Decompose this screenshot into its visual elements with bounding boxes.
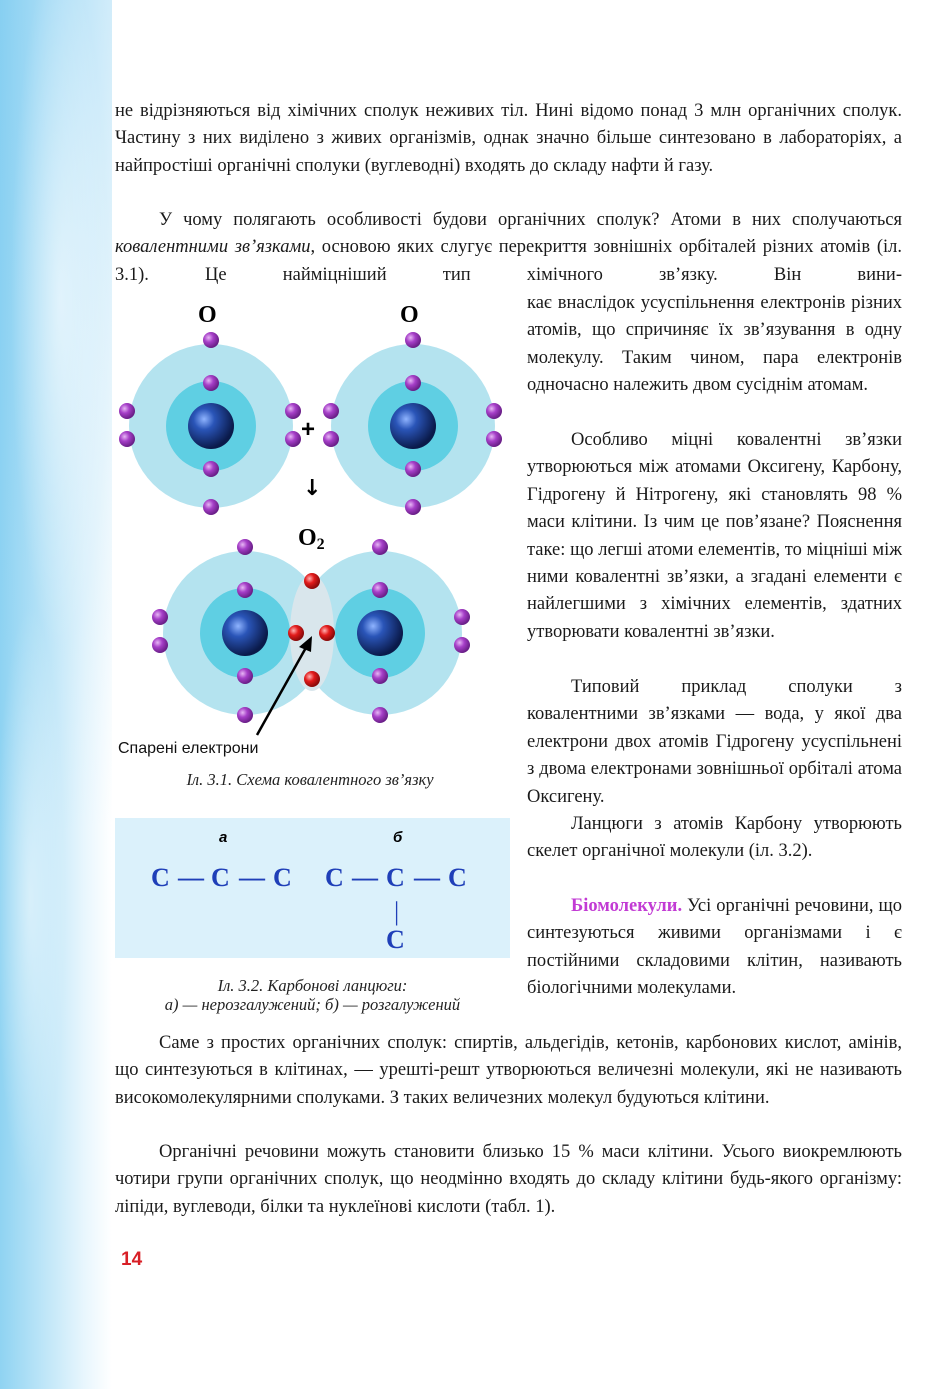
chain-b-atom: C: [448, 863, 467, 892]
chain-b-bond: —: [414, 863, 440, 892]
paragraph-8: Органічні речовини можуть становити близько 15 % маси клітини. Усього виокремлюють чотири групи органічних сполук, що неодмінно входять до складу клітини будь-якого організму: ліпіди, вуглеводи, білки та нуклеїнові кислоти (табл. 1).: [115, 1142, 902, 1217]
nucleus: [390, 403, 436, 449]
carbon-chains-svg: [115, 818, 510, 958]
nucleus: [188, 403, 234, 449]
molecule-label: O2: [298, 525, 325, 553]
paragraph-2: У чому полягають особливості будови органічних сполук? Атоми в них сполучаються ковалентними зв’язками, основою яких слугує перекриття зовнішніх орбіталей різних атомів (іл. 3.1). Це найміцніший тип хімічного зв’язку. Він вини-: [115, 210, 902, 285]
chain-b-atom: C: [386, 863, 405, 892]
branch-bond: |: [394, 897, 400, 926]
chain-a-bond: —: [239, 863, 265, 892]
chain-a-atom: C: [211, 863, 230, 892]
page-number: 14: [121, 1249, 143, 1270]
figure-3-1-caption: Іл. 3.1. Схема ковалентного зв’язку: [186, 770, 434, 789]
shared-electrons-label: Спарені електрони: [118, 740, 259, 757]
oxygen-atom-left: [119, 332, 301, 515]
paragraph-7: Саме з простих органічних сполук: спиртів, альдегідів, кетонів, карбонових кислот, амінів, що синтезуються в клітинах, — урешті-решт утворюються величезні молекули, які не називають високомолекулярними сполуками. З таких величезних молекул будуються клітини.: [115, 1033, 902, 1108]
paragraph-5: Ланцюги з атомів Карбону утворюють скелет органічної молекули (іл. 3.2).: [527, 814, 902, 862]
figure-3-2-caption: [120, 976, 505, 1014]
atom-label-left: O: [198, 302, 217, 328]
o2-molecule: [152, 539, 470, 735]
chain-a-bond: —: [178, 863, 204, 892]
label-a: а: [219, 829, 228, 846]
down-arrow-icon: ↓: [303, 476, 322, 501]
chain-b-bond: —: [352, 863, 378, 892]
paragraph-4: Типовий приклад сполуки з ковалентними зв’язками — вода, у якої два електрони двох атомів Гідрогену усуспільнені з двома електронами зовнішньої орбіталі атома Оксигену.: [527, 677, 902, 807]
paragraph-2-continued: кає внаслідок усуспільнення електронів різних атомів, що спричиняє їх зв’язування в одну молекулу. Таким чином, пара електронів одночасно належить двом сусіднім атомам.: [527, 293, 902, 396]
plus-sign: +: [301, 416, 316, 443]
oxygen-atom-right: [323, 332, 502, 515]
carbon-chains-diagram: [115, 818, 510, 958]
term-covalent-bonds: ковалентними зв’язками: [115, 237, 311, 258]
term-biomolecules: Біомолекули.: [571, 896, 683, 916]
chain-b: [325, 863, 467, 954]
paragraph-3: Особливо міцні ковалентні зв’язки утворюються між атомами Оксигену, Карбону, Гідрогену й Нітрогену, які становлять 98 % маси клітини. Із чим це пов’язане? Пояснення таке: що легші атоми елементів, то міцніші між ними ковалентні зв’язки, а згадані елементи є найлегшими з хімічних елементів, здатних утворювати ковалентні зв’язки.: [527, 430, 902, 642]
branch-atom: C: [386, 925, 405, 954]
figure-3-2-caption-line2: а) — нерозгалужений; б) — розгалужений: [164, 995, 461, 1014]
label-b: б: [393, 829, 403, 846]
paragraph-1: не відрізняються від хімічних сполук неживих тіл. Нині відомо понад 3 млн органічних сполук. Частину з них виділено з живих організмів, однак значно більше синтезовано в лабораторіях, а найпростіші органічні сполуки (вуглеводні) входять до складу нафти й газу.: [115, 101, 902, 176]
figure-3-2-caption-line1: Іл. 3.2. Карбонові ланцюги:: [217, 976, 408, 995]
atom-label-right: O: [400, 302, 419, 328]
nucleus: [222, 610, 268, 656]
chain-b-atom: C: [325, 863, 344, 892]
covalent-bond-diagram: [112, 295, 522, 765]
chain-a-atom: C: [273, 863, 292, 892]
chain-a: [151, 863, 292, 892]
decorative-side-band: [0, 0, 112, 1389]
chain-a-atom: C: [151, 863, 170, 892]
paragraph-6: Біомолекули. Усі органічні речовини, що синтезуються живими організмами і є постійними складовими клітин, називають біологічними молекулами.: [527, 896, 902, 999]
nucleus: [357, 610, 403, 656]
